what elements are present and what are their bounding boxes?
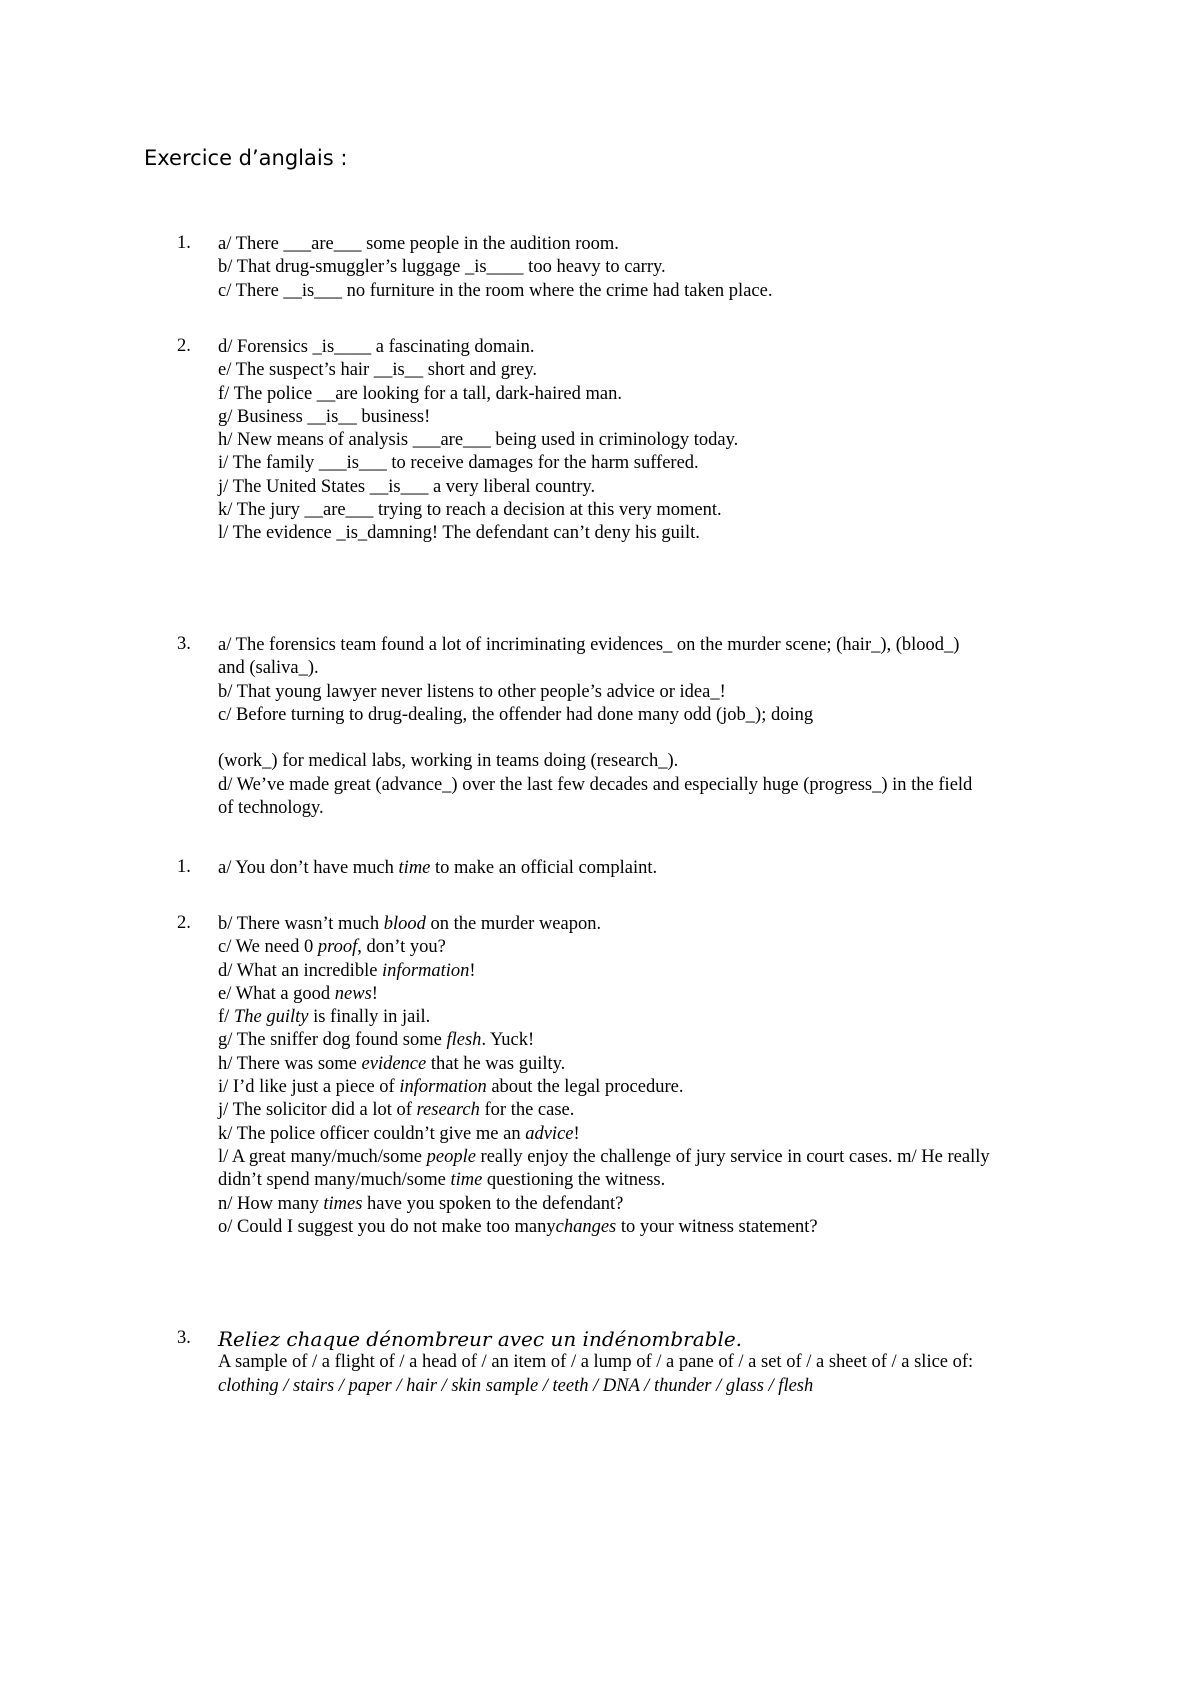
line: h/ New means of analysis ___are___ being used in criminology today. (218, 430, 739, 451)
line (218, 936, 1078, 959)
italic-word: information (382, 960, 470, 981)
text: j/ The solicitor did a lot of (218, 1100, 417, 1121)
italic-word: flesh (446, 1030, 482, 1051)
text: ! (469, 960, 476, 981)
line: e/ The suspect’s hair __is__ short and grey. (218, 360, 538, 381)
italic-word: information (399, 1077, 487, 1098)
text: f/ (218, 1007, 234, 1028)
text: d/ What an incredible (218, 960, 383, 981)
line: (work_) for medical labs, working in teams doing (research_). (218, 751, 679, 772)
text: o/ Could I suggest you do not make too many (218, 1216, 556, 1237)
line: a/ The forensics team found a lot of incriminating evidences_ on the murder scene; (hair_), (blood_) (218, 635, 960, 655)
text: c/ We need 0 (218, 937, 318, 958)
line: c/ Before turning to drug-dealing, the offender had done many odd (job_); doing (218, 704, 814, 725)
text: a/ You don’t have much (218, 858, 399, 878)
text: that he was guilty. (426, 1053, 566, 1074)
text: e/ What a good (218, 983, 335, 1004)
italic-word: times (323, 1193, 363, 1214)
italic-word: research (416, 1100, 480, 1121)
line: b/ That young lawyer never listens to other people’s advice or idea_! (218, 681, 726, 702)
text: h/ There was some (218, 1053, 362, 1074)
line (218, 857, 1078, 880)
line (218, 1123, 1078, 1146)
item-number: 2. (177, 336, 191, 356)
text: about the legal procedure. (486, 1077, 684, 1098)
line: and (saliva_). (218, 658, 319, 679)
text: k/ The police officer couldn’t give me an (218, 1123, 526, 1144)
line: i/ The family ___is___ to receive damages for the harm suffered. (218, 453, 699, 474)
italic-word: evidence (361, 1053, 427, 1074)
line: of technology. (218, 798, 324, 819)
text: b/ There wasn’t much (218, 914, 384, 934)
text: ! (371, 983, 378, 1004)
text: g/ The sniffer dog found some (218, 1030, 447, 1051)
text: to your witness statement? (616, 1216, 818, 1237)
line (218, 1216, 1078, 1239)
text: n/ How many (218, 1193, 324, 1214)
line (218, 1076, 1078, 1099)
item-number: 1. (177, 857, 191, 877)
text: to make an official complaint. (430, 858, 658, 878)
text: ! (573, 1123, 580, 1144)
line (218, 1099, 1078, 1122)
text: really enjoy the challenge of jury service in court cases. m/ He really (475, 1146, 990, 1167)
line: l/ The evidence _is_damning! The defendant can’t deny his guilt. (218, 523, 700, 544)
line: j/ The United States __is___ a very liberal country. (218, 476, 596, 497)
italic-word: news (334, 983, 372, 1004)
line (218, 1029, 1078, 1052)
italic-word: time (398, 858, 431, 878)
line (218, 983, 1078, 1006)
item-number: 3. (177, 1328, 191, 1348)
text: have you spoken to the defendant? (362, 1193, 624, 1214)
blank-line (218, 727, 1078, 750)
line: A sample of / a flight of / a head of / an item of / a lump of / a pane of / a set of / a sheet of / a slice of: (218, 1352, 974, 1373)
italic-word-list: clothing / stairs / paper / hair / skin sample / teeth / DNA / thunder / glass / flesh (218, 1375, 814, 1396)
line (218, 1146, 1078, 1169)
italic-word: blood (383, 914, 426, 934)
line: a/ There ___are___ some people in the audition room. (218, 234, 619, 254)
text: on the murder weapon. (425, 914, 602, 934)
italic-word: time (450, 1170, 483, 1191)
line: f/ The police __are looking for a tall, dark-haired man. (218, 383, 622, 404)
italic-word: advice (525, 1123, 574, 1144)
line (218, 913, 1078, 936)
text: i/ I’d like just a piece of (218, 1077, 400, 1098)
italic-word: The guilty (233, 1007, 309, 1028)
line: g/ Business __is__ business! (218, 406, 431, 427)
item-number: 2. (177, 913, 191, 933)
line (218, 1169, 1078, 1192)
text: didn’t spend many/much/some (218, 1170, 451, 1191)
text: for the case. (479, 1100, 575, 1121)
text: l/ A great many/much/some (218, 1146, 427, 1167)
line: d/ Forensics _is____ a fascinating domain. (218, 337, 535, 357)
line (218, 960, 1078, 983)
line (218, 1006, 1078, 1029)
text: is finally in jail. (308, 1007, 431, 1028)
item-number: 3. (177, 634, 191, 654)
text: . Yuck! (481, 1030, 535, 1051)
text: , don’t you? (357, 937, 446, 958)
exercise-heading: Reliez chaque dénombreur avec un indénombrable. (218, 1327, 743, 1351)
line: c/ There __is___ no furniture in the room where the crime had taken place. (218, 280, 773, 301)
line: k/ The jury __are___ trying to reach a decision at this very moment. (218, 500, 722, 521)
text: questioning the witness. (482, 1170, 666, 1191)
italic-word: people (426, 1146, 476, 1167)
line (218, 1193, 1078, 1216)
item-number: 1. (177, 233, 191, 253)
line (218, 1053, 1078, 1076)
page-title: Exercice d’anglais : (144, 146, 348, 170)
line: d/ We’ve made great (advance_) over the last few decades and especially huge (progress_) in the field (218, 774, 973, 795)
italic-word: proof (317, 937, 358, 958)
line (218, 1375, 1078, 1398)
italic-word: changes (555, 1216, 617, 1237)
line: b/ That drug-smuggler’s luggage _is____ too heavy to carry. (218, 257, 666, 278)
